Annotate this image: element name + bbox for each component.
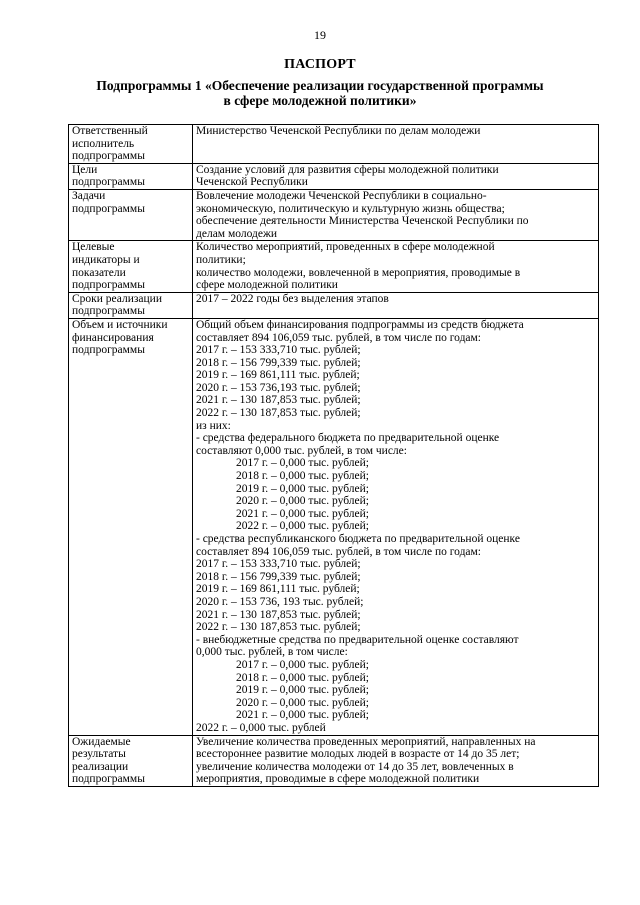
row-label-line: финансирования <box>72 331 154 344</box>
row-content-line: из них: <box>196 419 231 432</box>
passport-row <box>69 292 599 318</box>
page-number: 19 <box>314 28 326 42</box>
row-content-line: всестороннее развитие молодых людей в возрасте от 14 до 35 лет; <box>196 748 520 761</box>
row-content-line: - внебюджетные средства по предварительной оценке составляют <box>196 633 519 646</box>
row-label-cell <box>69 735 193 786</box>
row-content-line: 2021 г. – 0,000 тыс. рублей; <box>236 507 369 520</box>
subtitle-line: в сфере молодежной политики» <box>223 93 417 108</box>
row-content-line: 2022 г. – 130 187,853 тыс. рублей; <box>196 621 361 634</box>
row-label-cell <box>69 292 193 318</box>
row-content-line: Увеличение количества проведенных мероприятий, направленных на <box>196 735 536 748</box>
document-subtitle <box>80 78 560 108</box>
row-content-line: Создание условий для развития сферы молодежной политики <box>196 163 499 176</box>
row-content-line: 2019 г. – 0,000 тыс. рублей; <box>236 684 369 697</box>
row-content-line: 2021 г. – 130 187,853 тыс. рублей; <box>196 608 361 621</box>
row-content-cell <box>193 318 599 735</box>
row-label-line: Ожидаемые <box>72 735 131 748</box>
row-content-line: 2017 г. – 0,000 тыс. рублей; <box>236 658 369 671</box>
row-label-line: Сроки реализации <box>72 292 162 305</box>
row-label-cell <box>69 318 193 735</box>
row-content-line: 2020 г. – 153 736, 193 тыс. рублей; <box>196 595 364 608</box>
row-label-cell <box>69 241 193 292</box>
row-content-line: 2017 г. – 0,000 тыс. рублей; <box>236 457 369 470</box>
row-content-line: обеспечение деятельности Министерства Чеченской Республики по <box>196 215 529 228</box>
passport-table-body <box>69 125 599 787</box>
row-label-line: подпрограммы <box>72 344 145 357</box>
row-content-line: 2017 г. – 153 333,710 тыс. рублей; <box>196 558 361 571</box>
row-label-line: индикаторы и <box>72 253 140 266</box>
row-content-line: 2022 г. – 130 187,853 тыс. рублей; <box>196 407 361 420</box>
row-content-line: 2022 г. – 0,000 тыс. рублей <box>196 721 326 734</box>
row-content-line: 2020 г. – 153 736,193 тыс. рублей; <box>196 381 361 394</box>
row-content-line: 2018 г. – 0,000 тыс. рублей; <box>236 671 369 684</box>
row-content-line: Чеченской Республики <box>196 176 308 189</box>
row-content-line: сфере молодежной политики <box>196 279 338 292</box>
row-content-line: 2018 г. – 156 799,339 тыс. рублей; <box>196 356 361 369</box>
row-label-line: Объем и источники <box>72 318 168 331</box>
passport-row <box>69 189 599 240</box>
row-content-line: экономическую, политическую и культурную жизнь общества; <box>196 202 505 215</box>
row-content-cell <box>193 292 599 318</box>
row-label-line: показатели <box>72 266 126 279</box>
row-label-line: реализации <box>72 760 129 773</box>
row-label-cell <box>69 125 193 164</box>
row-label-line: подпрограммы <box>72 202 145 215</box>
row-content-line: 2020 г. – 0,000 тыс. рублей; <box>236 495 369 508</box>
row-content-line: 2018 г. – 156 799,339 тыс. рублей; <box>196 570 361 583</box>
row-content-line: 2017 г. – 153 333,710 тыс. рублей; <box>196 344 361 357</box>
row-content-line: Вовлечение молодежи Чеченской Республики в социально- <box>196 189 487 202</box>
row-label-cell <box>69 163 193 189</box>
row-label-line: подпрограммы <box>72 150 145 163</box>
row-label-line: подпрограммы <box>72 305 145 318</box>
row-content-cell <box>193 241 599 292</box>
row-label-line: исполнитель <box>72 137 135 150</box>
row-content-line: 2021 г. – 0,000 тыс. рублей; <box>236 709 369 722</box>
row-content-line: 2022 г. – 0,000 тыс. рублей; <box>236 520 369 533</box>
row-label-line: Ответственный <box>72 125 148 137</box>
row-content-line: 0,000 тыс. рублей, в том числе: <box>196 646 348 659</box>
row-label-cell <box>69 189 193 240</box>
passport-row <box>69 241 599 292</box>
row-content-line: количество молодежи, вовлеченной в мероприятия, проводимые в <box>196 266 521 279</box>
row-content-line: составляет 894 106,059 тыс. рублей, в том числе по годам: <box>196 331 481 344</box>
row-content-line: делам молодежи <box>196 227 278 240</box>
row-content-line: Общий объем финансирования подпрограммы из средств бюджета <box>196 318 524 331</box>
row-label-line: Целевые <box>72 241 115 254</box>
row-content-line: 2019 г. – 169 861,111 тыс. рублей; <box>196 369 360 382</box>
row-label-line: Цели <box>72 163 98 176</box>
row-content-line: составляют 0,000 тыс. рублей, в том числе: <box>196 444 407 457</box>
row-label-line: результаты <box>72 748 126 761</box>
passport-row <box>69 125 599 164</box>
passport-row <box>69 318 599 735</box>
row-content-cell <box>193 735 599 786</box>
passport-row <box>69 163 599 189</box>
row-content-line: мероприятия, проводимые в сфере молодежной политики <box>196 773 480 786</box>
row-content-cell <box>193 189 599 240</box>
subtitle-line: Подпрограммы 1 «Обеспечение реализации государственной программы <box>96 78 544 93</box>
row-content-cell <box>193 125 599 164</box>
passport-row <box>69 735 599 786</box>
row-content-line: политики; <box>196 253 246 266</box>
row-content-line: 2018 г. – 0,000 тыс. рублей; <box>236 470 369 483</box>
row-content-line: 2019 г. – 0,000 тыс. рублей; <box>236 482 369 495</box>
row-content-line: Количество мероприятий, проведенных в сфере молодежной <box>196 241 495 254</box>
passport-table <box>68 124 599 787</box>
document-title: ПАСПОРТ <box>284 57 356 72</box>
row-content-cell <box>193 163 599 189</box>
row-content-line: 2020 г. – 0,000 тыс. рублей; <box>236 696 369 709</box>
row-content-line: - средства федерального бюджета по предварительной оценке <box>196 432 500 445</box>
row-content-line: составляет 894 106,059 тыс. рублей, в том числе по годам: <box>196 545 481 558</box>
row-label-line: подпрограммы <box>72 279 145 292</box>
row-content-line: - средства республиканского бюджета по предварительной оценке <box>196 533 520 545</box>
row-content-line: Министерство Чеченской Республики по делам молодежи <box>196 125 481 137</box>
row-content-line: 2021 г. – 130 187,853 тыс. рублей; <box>196 394 361 407</box>
row-content-line: 2019 г. – 169 861,111 тыс. рублей; <box>196 583 360 596</box>
row-content-line: увеличение количества молодежи от 14 до 35 лет, вовлеченных в <box>196 760 514 773</box>
row-label-line: подпрограммы <box>72 773 145 786</box>
row-label-line: подпрограммы <box>72 176 145 189</box>
row-content-line: 2017 – 2022 годы без выделения этапов <box>196 292 389 305</box>
row-label-line: Задачи <box>72 189 106 202</box>
